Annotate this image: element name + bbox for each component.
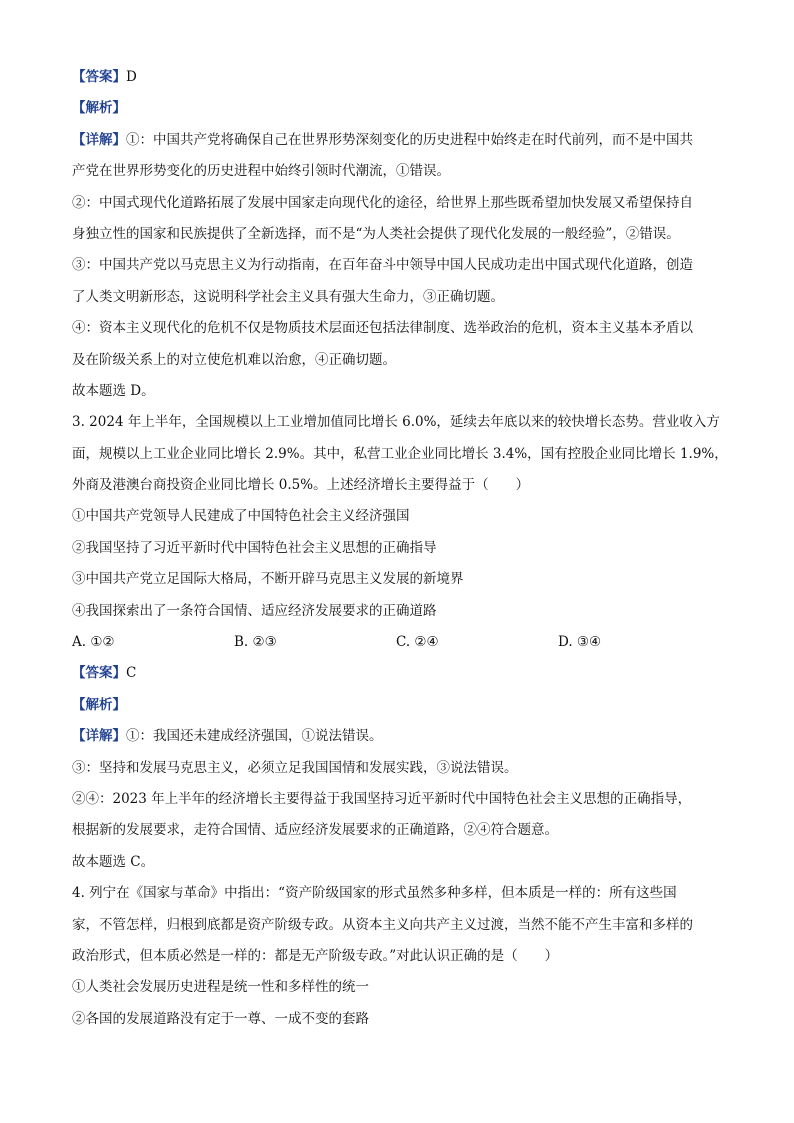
question-stem-line: 政治形式，但本质必然是一样的：都是无产阶级专政。”对此认识正确的是（ ） xyxy=(72,947,559,964)
statement-line: ②各国的发展道路没有定于一尊、一成不变的套路 xyxy=(72,1010,369,1027)
statement-line: ④我国探索出了一条符合国情、适应经济发展要求的正确道路 xyxy=(72,602,437,619)
explanation-line: 身独立性的国家和民族提供了全新选择，而不是“为人类社会提供了现代化发展的一般经验”，②错误。 xyxy=(72,225,680,242)
statement-line: ①人类社会发展历史进程是统一性和多样性的统一 xyxy=(72,979,369,996)
explanation-line xyxy=(72,125,722,156)
answer-tag: 【答案】 xyxy=(72,69,126,85)
option-a: A. ①② xyxy=(72,634,115,651)
explanation-text: ①：中国共产党将确保自己在世界形势深刻变化的历史进程中始终走在时代前列，而不是中国共 xyxy=(126,131,693,148)
conclusion-line: 故本题选 D。 xyxy=(72,382,155,399)
explanation-line: 根据新的发展要求，走符合国情、适应经济发展要求的正确道路，②④符合题意。 xyxy=(72,822,558,839)
statement-line: ①中国共产党领导人民建成了中国特色社会主义经济强国 xyxy=(72,508,410,525)
detail-tag: 【详解】 xyxy=(72,131,126,148)
option-d: D. ③④ xyxy=(558,634,602,651)
question-stem-line: 面，规模以上工业企业同比增长 2.9%。其中，私营工业企业同比增长 3.4%，国有控股企业同比增长 1.9%， xyxy=(72,445,728,462)
analysis-line xyxy=(72,690,722,721)
explanation-line: ②④：2023 年上半年的经济增长主要得益于我国坚持习近平新时代中国特色社会主义思想的正确指导， xyxy=(72,790,692,807)
options-row xyxy=(72,627,722,658)
explanation-line: ②：中国式现代化道路拓展了发展中国家走向现代化的途径，给世界上那些既希望加快发展又希望保持自 xyxy=(72,194,693,211)
explanation-text: ①：我国还未建成经济强国，①说法错误。 xyxy=(126,728,383,745)
question-stem-line: 4. 列宁在《国家与革命》中指出：“资产阶级国家的形式虽然多种多样，但本质是一样的：所有这些国 xyxy=(72,885,677,902)
statement-line: ③中国共产党立足国际大格局，不断开辟马克思主义发展的新境界 xyxy=(72,571,464,588)
explanation-line: 及在阶级关系上的对立使危机难以治愈，④正确切题。 xyxy=(72,351,396,368)
explanation-line: ③：中国共产党以马克思主义为行动指南，在百年奋斗中领导中国人民成功走出中国式现代化道路，创造 xyxy=(72,257,693,274)
question-stem-line: 3. 2024 年上半年，全国规模以上工业增加值同比增长 6.0%，延续去年底以来的较快增长态势。营业收入方 xyxy=(72,414,720,431)
question-stem-line: 家，不管怎样，归根到底都是资产阶级专政。从资本主义向共产主义过渡，当然不能不产生丰富和多样的 xyxy=(72,916,693,933)
analysis-tag: 【解析】 xyxy=(72,696,126,713)
question-stem-line: 外商及港澳台商投资企业同比增长 0.5%。上述经济增长主要得益于（ ） xyxy=(72,477,530,494)
answer-value: C xyxy=(126,665,137,682)
analysis-tag: 【解析】 xyxy=(72,100,126,117)
detail-tag: 【详解】 xyxy=(72,728,126,745)
answer-value: D xyxy=(126,69,137,85)
explanation-line xyxy=(72,721,722,752)
statement-line: ②我国坚持了习近平新时代中国特色社会主义思想的正确指导 xyxy=(72,539,437,556)
analysis-line xyxy=(72,93,722,124)
answer-tag: 【答案】 xyxy=(72,665,126,682)
explanation-line: ④：资本主义现代化的危机不仅是物质技术层面还包括法律制度、选举政治的危机，资本主义基本矛盾以 xyxy=(72,320,693,337)
option-b: B. ②③ xyxy=(234,634,277,651)
conclusion-line: 故本题选 C。 xyxy=(72,853,155,870)
explanation-line: ③：坚持和发展马克思主义，必须立足我国国情和发展实践，③说法错误。 xyxy=(72,759,518,776)
answer-line xyxy=(72,62,722,93)
option-c: C. ②④ xyxy=(396,634,439,651)
answer-line xyxy=(72,658,722,689)
explanation-line: 产党在世界形势变化的历史进程中始终引领时代潮流，①错误。 xyxy=(72,163,450,180)
document-page xyxy=(72,62,728,1035)
explanation-line: 了人类文明新形态，这说明科学社会主义具有强大生命力，③正确切题。 xyxy=(72,288,504,305)
